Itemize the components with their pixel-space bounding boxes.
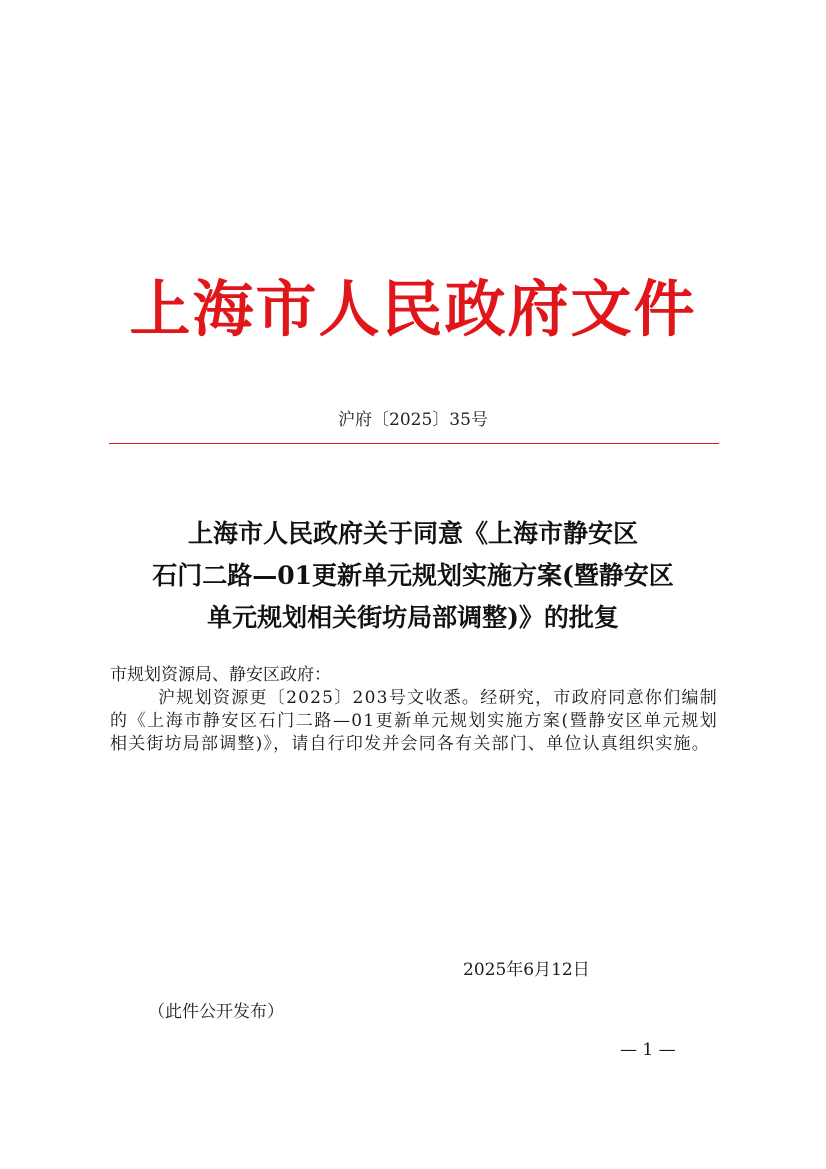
- issue-date: 2025年6月12日: [463, 960, 590, 980]
- addressee: 市规划资源局、静安区政府：: [110, 665, 331, 685]
- document-body: [110, 664, 718, 756]
- title-line-1: 上海市人民政府关于同意《上海市静安区: [187, 519, 638, 548]
- title-line-3: 单元规划相关街坊局部调整)》的批复: [207, 603, 619, 632]
- document-title: [80, 513, 746, 639]
- page-number: — 1 —: [620, 1040, 676, 1060]
- publish-note: （此件公开发布）: [148, 1002, 284, 1022]
- title-line-2: 石门二路—01更新单元规划实施方案(暨静安区: [152, 561, 674, 590]
- red-separator-line: [109, 443, 719, 444]
- document-masthead: 上海市人民政府文件: [129, 274, 697, 345]
- document-number: 沪府〔2025〕35号: [338, 410, 488, 430]
- body-paragraph: 沪规划资源更〔2025〕203号文收悉。经研究，市政府同意你们编制的《上海市静安区石门二路—01更新单元规划实施方案(暨静安区单元规划相关街坊局部调整)》，请自行印发并会同各有关部门、单位认真组织实施。: [110, 688, 718, 754]
